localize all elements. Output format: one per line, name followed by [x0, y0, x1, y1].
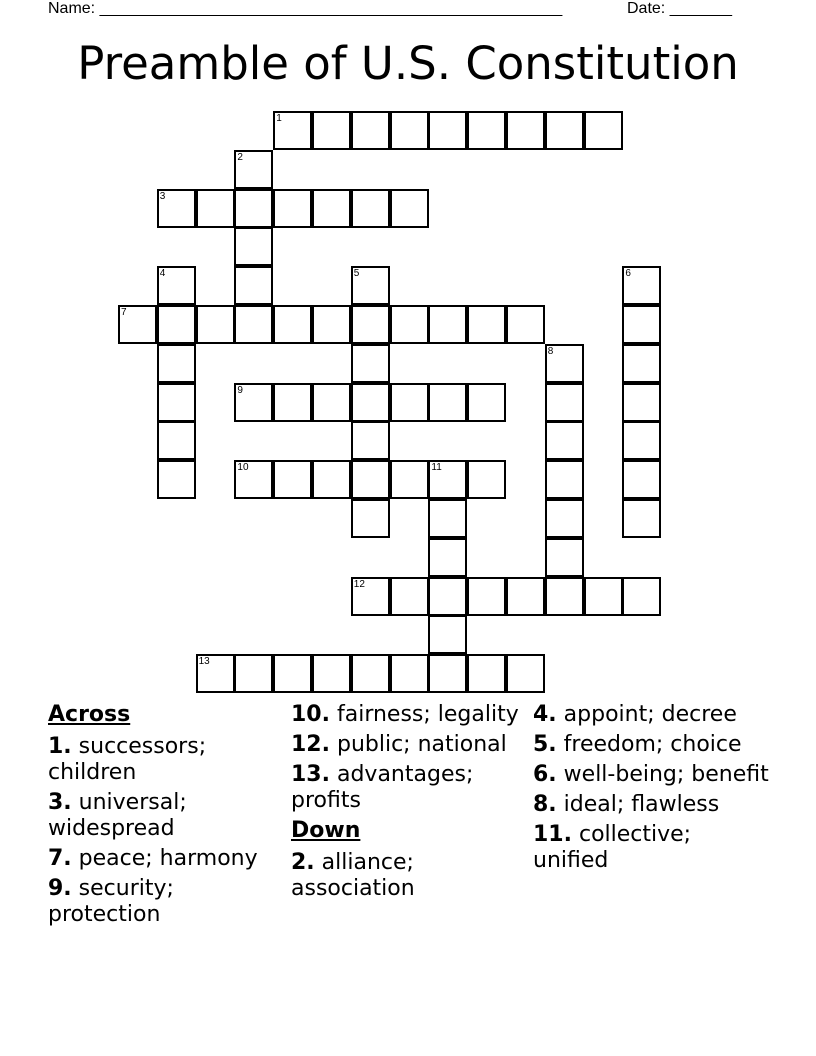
grid-cell[interactable]	[545, 383, 584, 422]
grid-cell[interactable]	[157, 189, 196, 228]
grid-cell[interactable]	[390, 111, 429, 150]
grid-cell[interactable]	[622, 305, 661, 344]
grid-cell[interactable]	[428, 305, 467, 344]
grid-cell[interactable]	[622, 460, 661, 499]
grid-cell[interactable]	[157, 305, 196, 344]
grid-cell[interactable]	[622, 266, 661, 305]
grid-cell[interactable]	[312, 189, 351, 228]
clue-number: 9.	[48, 876, 72, 901]
clue-item	[533, 822, 773, 874]
clue-number: 13.	[291, 762, 330, 787]
clue-text: security; protection	[48, 876, 174, 927]
grid-cell[interactable]	[196, 654, 235, 693]
clue-number: 1.	[48, 734, 72, 759]
grid-cell[interactable]	[234, 383, 273, 422]
clue-text: advantages; profits	[291, 762, 474, 813]
clue-text: successors; children	[48, 734, 207, 785]
grid-cell[interactable]	[234, 227, 273, 266]
grid-cell[interactable]	[273, 189, 312, 228]
grid-cell[interactable]	[312, 460, 351, 499]
grid-cell[interactable]	[467, 460, 506, 499]
grid-cell[interactable]	[545, 499, 584, 538]
clue-item	[533, 762, 773, 788]
clue-item	[291, 732, 531, 758]
clue-number: 12.	[291, 732, 330, 757]
clue-column-2	[291, 702, 531, 906]
cell-number: 3	[159, 190, 166, 202]
cell-number: 2	[237, 151, 243, 163]
grid-cell[interactable]	[428, 460, 467, 499]
grid-cell[interactable]	[428, 577, 467, 616]
grid-cell[interactable]	[351, 499, 390, 538]
grid-cell[interactable]	[622, 421, 661, 460]
grid-cell[interactable]	[545, 344, 584, 383]
clue-section-heading: Across	[48, 702, 131, 727]
grid-cell[interactable]	[273, 383, 312, 422]
grid-cell[interactable]	[312, 654, 351, 693]
grid-cell[interactable]	[428, 499, 467, 538]
clue-number: 7.	[48, 846, 72, 871]
grid-cell[interactable]	[234, 654, 273, 693]
cell-number: 6	[625, 268, 631, 280]
clue-number: 6.	[533, 762, 557, 787]
grid-cell[interactable]	[351, 305, 390, 344]
grid-cell[interactable]	[351, 460, 390, 499]
clue-item	[48, 790, 288, 842]
grid-cell[interactable]	[467, 577, 506, 616]
grid-cell[interactable]	[351, 577, 390, 616]
grid-cell[interactable]	[584, 577, 623, 616]
clue-number: 11.	[533, 822, 572, 847]
cell-number: 4	[159, 268, 166, 280]
clue-column-1	[48, 702, 288, 932]
clue-number: 5.	[533, 732, 557, 757]
grid-cell[interactable]	[351, 111, 390, 150]
clue-item	[48, 846, 288, 872]
page-title: Preamble of U.S. Constitution	[77, 37, 739, 90]
grid-cell[interactable]	[273, 460, 312, 499]
grid-cell[interactable]	[428, 615, 467, 654]
grid-cell[interactable]	[506, 305, 545, 344]
clue-text: alliance; association	[291, 850, 415, 901]
grid-cell[interactable]	[506, 577, 545, 616]
grid-cell[interactable]	[118, 305, 157, 344]
clue-item	[48, 734, 288, 786]
grid-cell[interactable]	[428, 383, 467, 422]
clue-text: well-being; benefit	[556, 762, 769, 787]
grid-cell[interactable]	[622, 577, 661, 616]
clue-text: freedom; choice	[556, 732, 742, 757]
grid-cell[interactable]	[351, 383, 390, 422]
clue-text: ideal; flawless	[556, 792, 720, 817]
cell-number: 13	[198, 656, 210, 668]
grid-cell[interactable]	[390, 577, 429, 616]
grid-cell[interactable]	[157, 460, 196, 499]
grid-cell[interactable]	[622, 344, 661, 383]
clue-item	[533, 792, 773, 818]
grid-cell[interactable]	[157, 383, 196, 422]
grid-cell[interactable]	[390, 460, 429, 499]
clue-number: 2.	[291, 850, 315, 875]
grid-cell[interactable]	[234, 460, 273, 499]
grid-cell[interactable]	[351, 421, 390, 460]
grid-cell[interactable]	[506, 111, 545, 150]
grid-cell[interactable]	[312, 383, 351, 422]
grid-cell[interactable]	[622, 499, 661, 538]
cell-number: 10	[237, 462, 249, 474]
cell-number: 5	[353, 268, 360, 280]
clue-number: 3.	[48, 790, 72, 815]
grid-cell[interactable]	[390, 383, 429, 422]
grid-cell[interactable]	[351, 654, 390, 693]
cell-number: 9	[237, 384, 243, 396]
grid-cell[interactable]	[467, 305, 506, 344]
grid-cell[interactable]	[273, 654, 312, 693]
grid-cell[interactable]	[467, 111, 506, 150]
grid-cell[interactable]	[196, 305, 235, 344]
grid-cell[interactable]	[157, 266, 196, 305]
grid-cell[interactable]	[390, 305, 429, 344]
clue-text: fairness; legality	[329, 702, 519, 727]
clue-item	[533, 702, 773, 728]
clue-text: appoint; decree	[556, 702, 737, 727]
grid-cell[interactable]	[351, 344, 390, 383]
cell-number: 1	[276, 113, 282, 124]
clue-number: 4.	[533, 702, 557, 727]
grid-cell[interactable]	[234, 189, 273, 228]
grid-cell[interactable]	[273, 111, 312, 150]
clue-text: public; national	[329, 732, 507, 757]
grid-cell[interactable]	[467, 654, 506, 693]
clue-item	[291, 762, 531, 814]
grid-cell[interactable]	[390, 189, 429, 228]
clue-item	[291, 850, 531, 902]
grid-cell[interactable]	[545, 577, 584, 616]
grid-cell[interactable]	[234, 150, 273, 189]
clue-text: universal; widespread	[48, 790, 187, 841]
grid-cell[interactable]	[584, 111, 623, 150]
clue-number: 8.	[533, 792, 557, 817]
clue-item	[48, 876, 288, 928]
cell-number: 12	[353, 578, 365, 590]
grid-cell[interactable]	[157, 421, 196, 460]
grid-cell[interactable]	[351, 266, 390, 305]
clue-text: peace; harmony	[71, 846, 258, 871]
grid-cell[interactable]	[428, 111, 467, 150]
clue-text: collective; unified	[533, 822, 692, 873]
clue-item	[291, 702, 531, 728]
name-field[interactable]: Name: ____________________________________________________	[48, 0, 563, 17]
grid-cell[interactable]	[351, 189, 390, 228]
cell-number: 11	[431, 462, 442, 474]
grid-cell[interactable]	[622, 383, 661, 422]
grid-cell[interactable]	[545, 111, 584, 150]
cell-number: 8	[547, 345, 554, 357]
grid-cell[interactable]	[273, 305, 312, 344]
grid-cell[interactable]	[196, 189, 235, 228]
grid-cell[interactable]	[506, 654, 545, 693]
grid-cell[interactable]	[428, 654, 467, 693]
grid-cell[interactable]	[545, 460, 584, 499]
grid-cell[interactable]	[157, 344, 196, 383]
grid-cell[interactable]	[312, 111, 351, 150]
grid-cell[interactable]	[234, 266, 273, 305]
grid-cell[interactable]	[545, 421, 584, 460]
grid-cell[interactable]	[234, 305, 273, 344]
grid-cell[interactable]	[390, 654, 429, 693]
clue-column-3	[533, 702, 773, 878]
cell-number: 7	[121, 307, 127, 318]
grid-cell[interactable]	[312, 305, 351, 344]
grid-cell[interactable]	[545, 538, 584, 577]
grid-cell[interactable]	[428, 538, 467, 577]
clue-item	[533, 732, 773, 758]
clue-section-heading: Down	[291, 818, 361, 843]
date-field[interactable]: Date: _______	[627, 0, 732, 17]
grid-cell[interactable]	[467, 383, 506, 422]
clue-number: 10.	[291, 702, 330, 727]
